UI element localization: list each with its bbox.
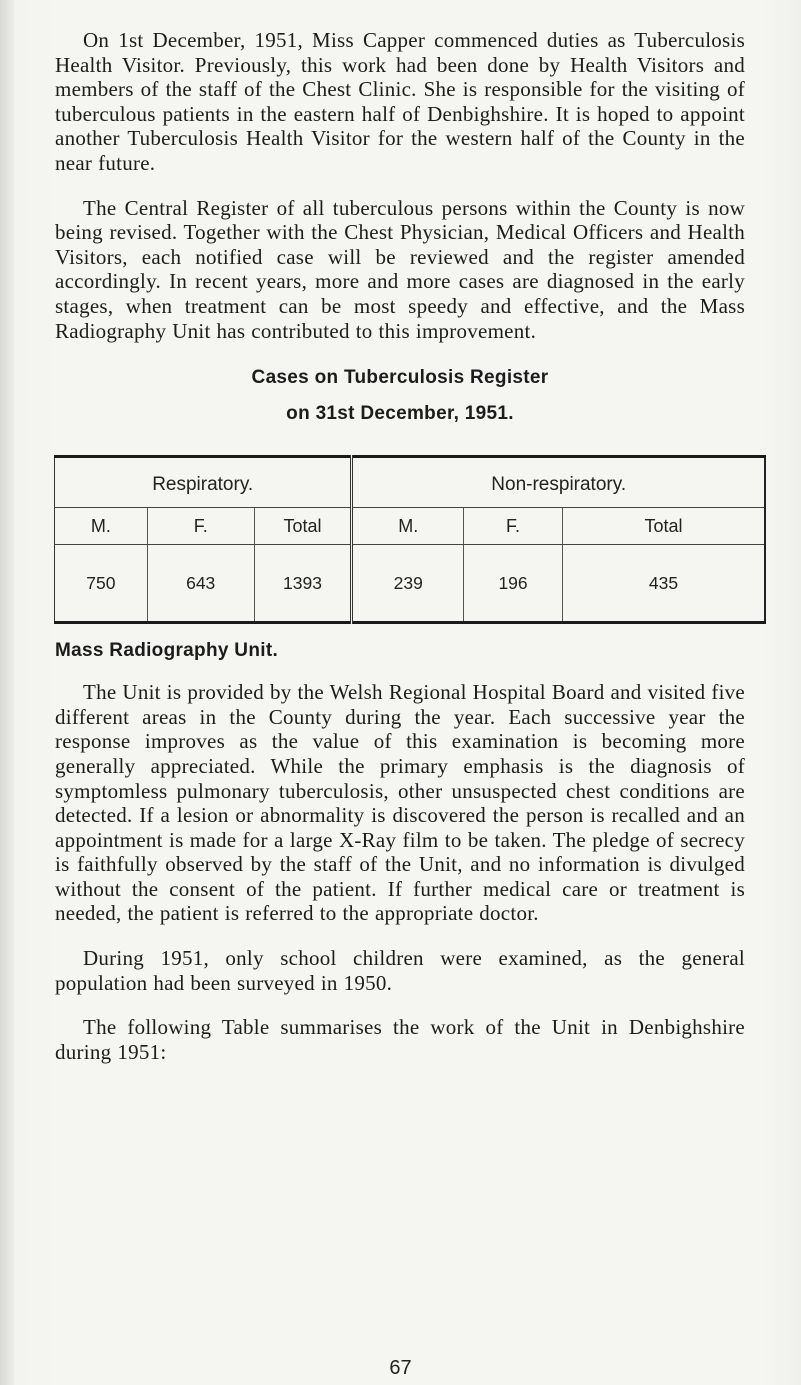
page-binding-edge: [0, 0, 14, 1385]
register-table-title: Cases on Tuberculosis Register: [251, 367, 549, 389]
respiratory-group-header: Respiratory.: [55, 457, 352, 508]
respiratory-total-header: Total: [254, 508, 352, 545]
paragraph-mass-radiography-unit: The Unit is provided by the Welsh Regional Hospital Board and visited five different areas in the County during the year. Each successive year the response improves as the value of this examination is becoming more generally appreciated. While the primary emphasis is the diagnosis of symptomless pulmonary tuberculosis, other unsuspected chest conditions are detected. If a lesion or abnormality is discovered the person is recalled and an appointment is made for a large X-Ray film to be taken. The pledge of secrecy is faithfully observed by the staff of the Unit, and no information is divulged without the consent of the patient. If further medical care or treatment is needed, the patient is referred to the appropriate doctor.: [55, 680, 745, 926]
respiratory-female-header: F.: [147, 508, 254, 545]
respiratory-male-value: 750: [55, 545, 148, 623]
register-group-header-row: [55, 457, 766, 508]
register-table-date: on 31st December, 1951.: [286, 403, 514, 425]
non-respiratory-female-value: 196: [464, 545, 563, 623]
non-respiratory-male-header: M.: [352, 508, 464, 545]
non-respiratory-female-header: F.: [464, 508, 563, 545]
non-respiratory-total-header: Total: [562, 508, 765, 545]
respiratory-female-value: 643: [147, 545, 254, 623]
paragraph-school-children: During 1951, only school children were examined, as the general population had been surveyed in 1950.: [55, 946, 745, 995]
register-table: [54, 455, 766, 624]
page-number: 67: [389, 1357, 412, 1379]
non-respiratory-male-value: 239: [352, 545, 464, 623]
page-content: [55, 28, 745, 1064]
respiratory-male-header: M.: [55, 508, 148, 545]
paragraph-central-register: The Central Register of all tuberculous persons within the County is now being revised. Together with the Chest Physician, Medical Officers and Health Visitors, each notified case will be reviewed and the register amended accordingly. In recent years, more and more cases are diagnosed in the early stages, when treatment can be most speedy and effective, and the Mass Radiography Unit has contributed to this improvement.: [55, 195, 745, 343]
non-respiratory-total-value: 435: [562, 545, 765, 623]
non-respiratory-group-header: Non-respiratory.: [352, 457, 765, 508]
register-values-row: [55, 545, 766, 623]
mass-radiography-heading: Mass Radiography Unit.: [55, 640, 279, 662]
paragraph-following-table: The following Table summarises the work of the Unit in Denbighshire during 1951:: [55, 1015, 745, 1064]
respiratory-total-value: 1393: [254, 545, 352, 623]
paragraph-health-visitor: On 1st December, 1951, Miss Capper commenced duties as Tuberculosis Health Visitor. Previously, this work had been done by Health Visitors and members of the staff of the Chest Clinic. She is responsible for the visiting of tuberculous patients in the eastern half of Denbighshire. It is hoped to appoint another Tuberculosis Health Visitor for the western half of the County in the near future.: [55, 28, 745, 175]
register-column-header-row: [55, 508, 766, 545]
